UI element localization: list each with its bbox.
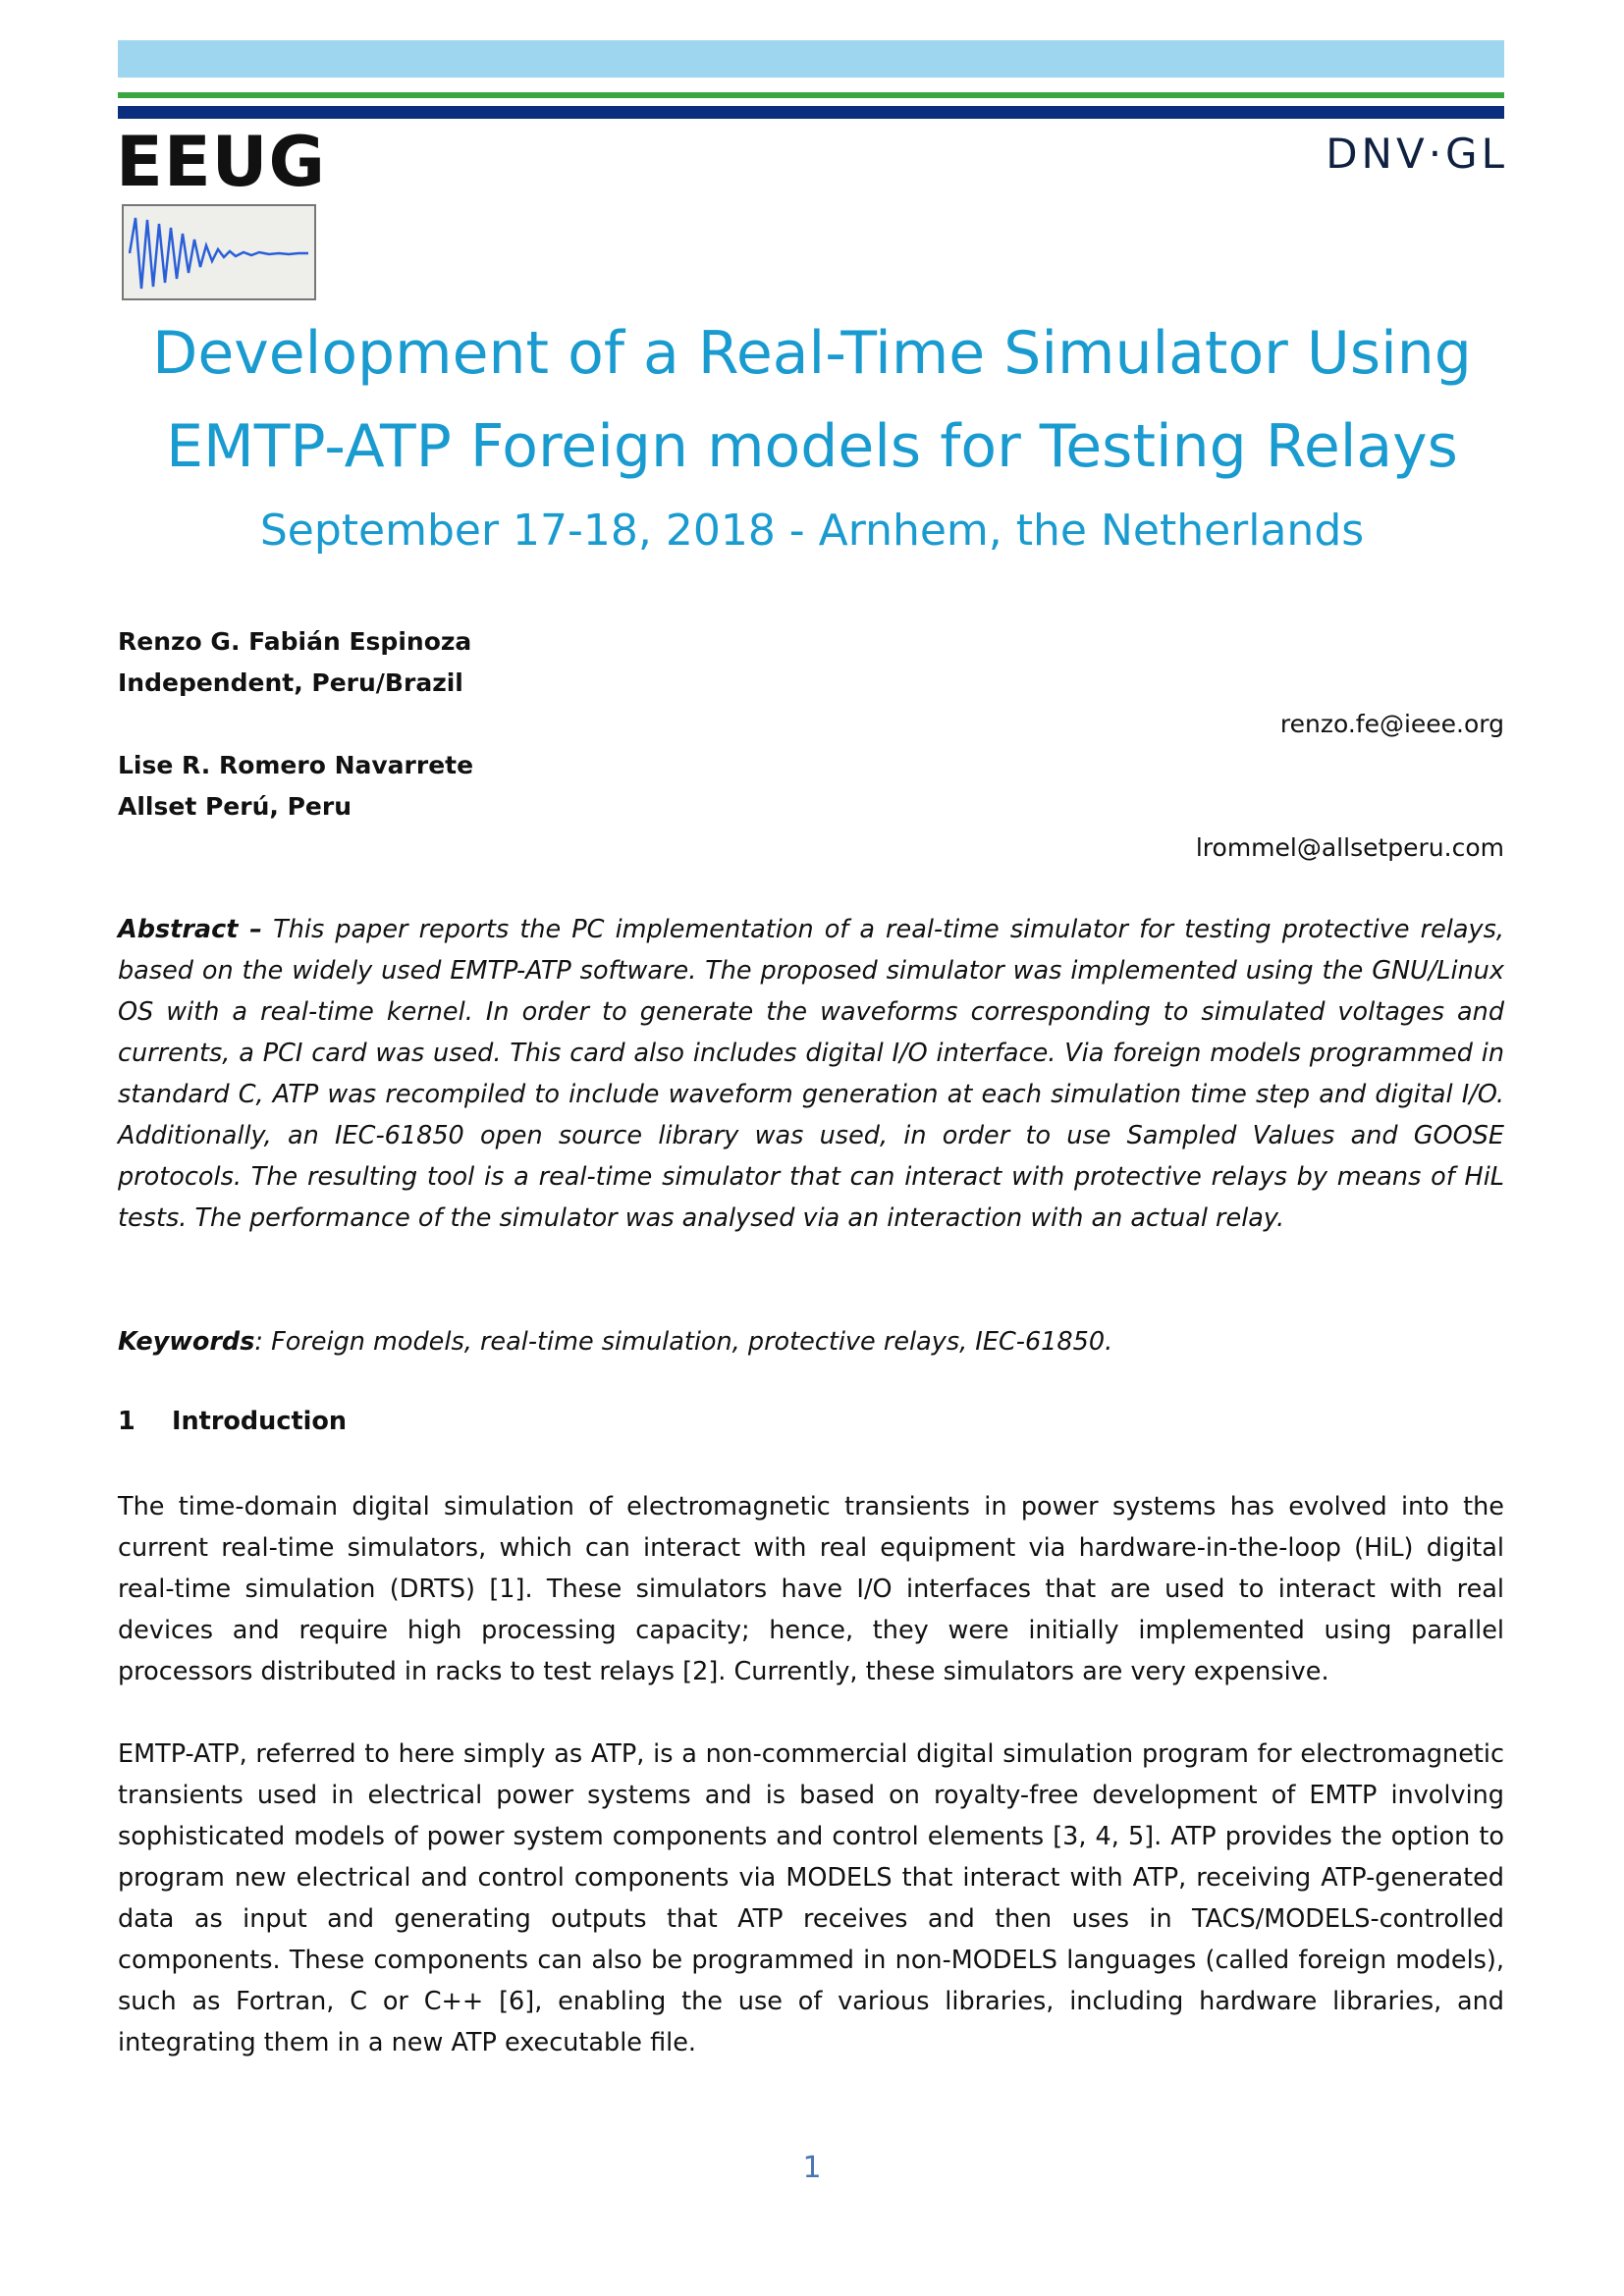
paper-title-line-2: EMTP-ATP Foreign models for Testing Relays <box>166 412 1458 481</box>
author-1-name: Renzo G. Fabián Espinoza <box>118 627 472 656</box>
header-band-navy <box>118 106 1504 119</box>
eeug-waveform-logo <box>122 204 316 300</box>
conference-subtitle: September 17-18, 2018 - Arnhem, the Netherlands <box>259 506 1365 556</box>
abstract-label: Abstract – <box>118 915 263 944</box>
author-1-email[interactable]: renzo.fe@ieee.org <box>1279 710 1504 738</box>
abstract <box>118 909 1504 1239</box>
page-number: 1 <box>802 2151 822 2185</box>
section-number: 1 <box>118 1407 135 1436</box>
header-band-light <box>118 40 1504 78</box>
author-2-affiliation: Allset Perú, Peru <box>118 792 352 821</box>
header-band-green <box>118 92 1504 98</box>
body-paragraph-1: The time-domain digital simulation of electromagnetic transients in power systems has evolved into the current real-time simulators, which can interact with real equipment via hardware-in-the-loop (HiL) digital real-time simulation (DRTS) [1]. These simulators have I/O interfaces that are used to interact with real devices and require high processing capacity; hence, they were initially implemented using parallel processors distributed in racks to test relays [2]. Currently, these simulators are very expensive. <box>118 1492 1504 1686</box>
author-1-affiliation: Independent, Peru/Brazil <box>118 668 463 697</box>
dnv-gl-logo: DNV·GL <box>1326 130 1508 178</box>
eeug-logo-text: EEUG <box>116 122 326 202</box>
keywords-label: Keywords <box>118 1327 255 1357</box>
author-2-name: Lise R. Romero Navarrete <box>118 751 474 779</box>
body-paragraph-2: EMTP-ATP, referred to here simply as ATP, is a non-commercial digital simulation program for electromagnetic transients used in electrical power systems and is based on royalty-free development of EMTP involving sophisticated models of power system components and control elements [3, 4, 5]. ATP provides the option to program new electrical and control components via MODELS that interact with ATP, receiving ATP-generated data as input and generating outputs that ATP receives and then uses in TACS/MODELS-controlled components. These components can also be programmed in non-MODELS languages (called foreign models), such as Fortran, C or C++ [6], enabling the use of various libraries, including hardware libraries, and integrating them in a new ATP executable file. <box>118 1739 1504 2057</box>
author-2-email[interactable]: lrommel@allsetperu.com <box>1195 833 1504 862</box>
section-heading <box>118 1407 348 1436</box>
section-title: Introduction <box>172 1407 348 1436</box>
keywords <box>118 1321 1504 1362</box>
abstract-text: This paper reports the PC implementation of a real-time simulator for testing protective relays, based on the widely used EMTP-ATP software. The proposed simulator was implemented using the GNU/Linux OS with a real-time kernel. In order to generate the waveforms corresponding to simulated voltages and currents, a PCI card was used. This card also includes digital I/O interface. Via foreign models programmed in standard C, ATP was recompiled to include waveform generation at each simulation time step and digital I/O. Additionally, an IEC-61850 open source library was used, in order to use Sampled Values and GOOSE protocols. The resulting tool is a real-time simulator that can interact with protective relays by means of HiL tests. The performance of the simulator was analysed via an interaction with an actual relay. <box>118 915 1504 1233</box>
paper-title-line-1: Development of a Real-Time Simulator Using <box>152 319 1472 388</box>
keywords-text: : Foreign models, real-time simulation, protective relays, IEC-61850. <box>254 1327 1113 1357</box>
